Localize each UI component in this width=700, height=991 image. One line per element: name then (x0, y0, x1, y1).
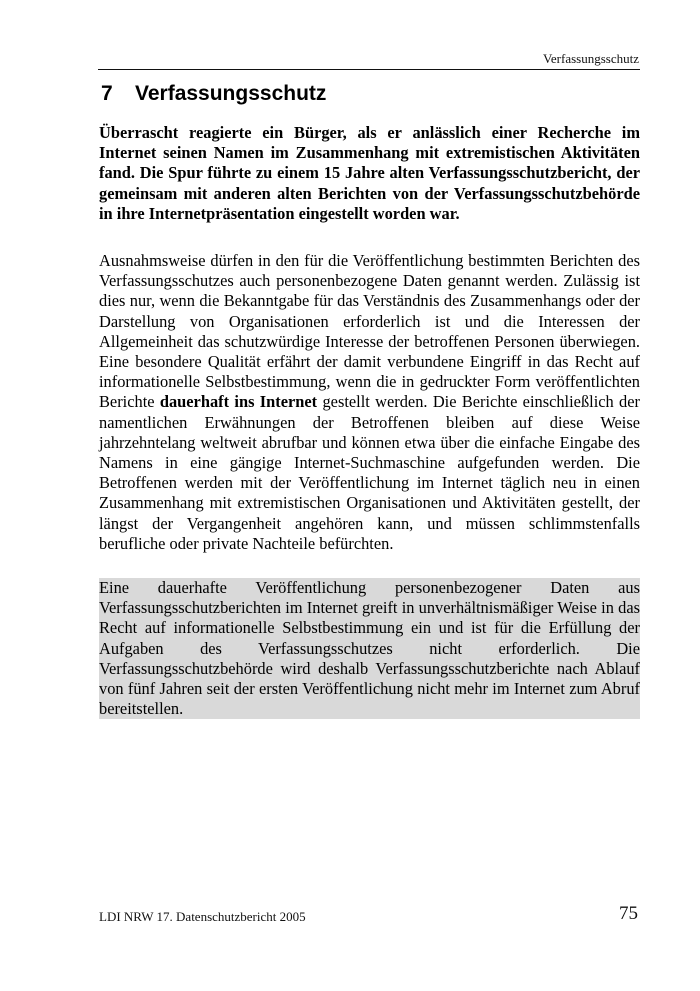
body-text-bold: dauerhaft ins Internet (159, 392, 318, 412)
header-rule (98, 69, 640, 70)
chapter-title: Verfassungsschutz (135, 82, 327, 105)
body-text-end: gestellt werden. Die Berichte einschließlich der namentlichen Erwähnungen der Betroffenen bleiben auf diese Weise jahrzehntelang weltweit abrufbar und können etwa über die einfache Eingabe des Namens in eine gängige Internet-Suchmaschine aufgefunden werden. Die Betroffenen werden mit der Veröffentlichung im Internet täglich neu in einen Zusammenhang mit extremistischen Organisationen und Aktivitäten gestellt, der längst der Vergangenheit angehören kann, und müssen schlimmstenfalls berufliche oder private Nachteile befürchten. (99, 392, 640, 553)
body-paragraph (99, 251, 640, 554)
chapter-number: 7 (101, 82, 113, 105)
page-number: 75 (619, 903, 638, 924)
conclusion-paragraph: Eine dauerhafte Veröffentlichung personenbezogener Daten aus Verfassungsschutzberichten im Internet greift in unverhältnismäßiger Weise in das Recht auf informationelle Selbstbestimmung ein und ist für die Erfüllung der Aufgaben des Verfassungsschutzes nicht erforderlich. Die Verfassungsschutzbehörde wird deshalb Verfassungsschutzberichte nach Ablauf von fünf Jahren seit der ersten Veröffentlichung nicht mehr im Internet zum Abruf bereitstellen. (99, 578, 640, 719)
body-text-start: Ausnahmsweise dürfen in den für die Veröffentlichung bestimmten Berichten des Verfassungsschutzes auch personenbezogene Daten genannt werden. Zulässig ist dies nur, wenn die Bekanntgabe für das Verständnis des Zusammenhangs oder der Darstellung von Organisationen erforderlich ist und die Interessen der Allgemeinheit das schutzwürdige Interesse der betroffenen Personen überwiegen. Eine besondere Qualität erfährt der damit verbundene Eingriff in das Recht auf informationelle Selbstbestimmung, wenn die in gedruckter Form veröffentlichten Berichte (99, 251, 640, 412)
chapter-heading (101, 82, 326, 106)
running-header: Verfassungsschutz (542, 51, 639, 66)
intro-paragraph: Überrascht reagierte ein Bürger, als er anlässlich einer Recherche im Internet seinen Namen im Zusammenhang mit extremistischen Aktivitäten fand. Die Spur führte zu einem 15 Jahre alten Verfassungsschutzbericht, der gemeinsam mit anderen alten Berichten von der Verfassungsschutzbehörde in ihre Internetpräsentation eingestellt worden war. (99, 123, 640, 223)
footer-source: LDI NRW 17. Datenschutzbericht 2005 (99, 909, 306, 924)
